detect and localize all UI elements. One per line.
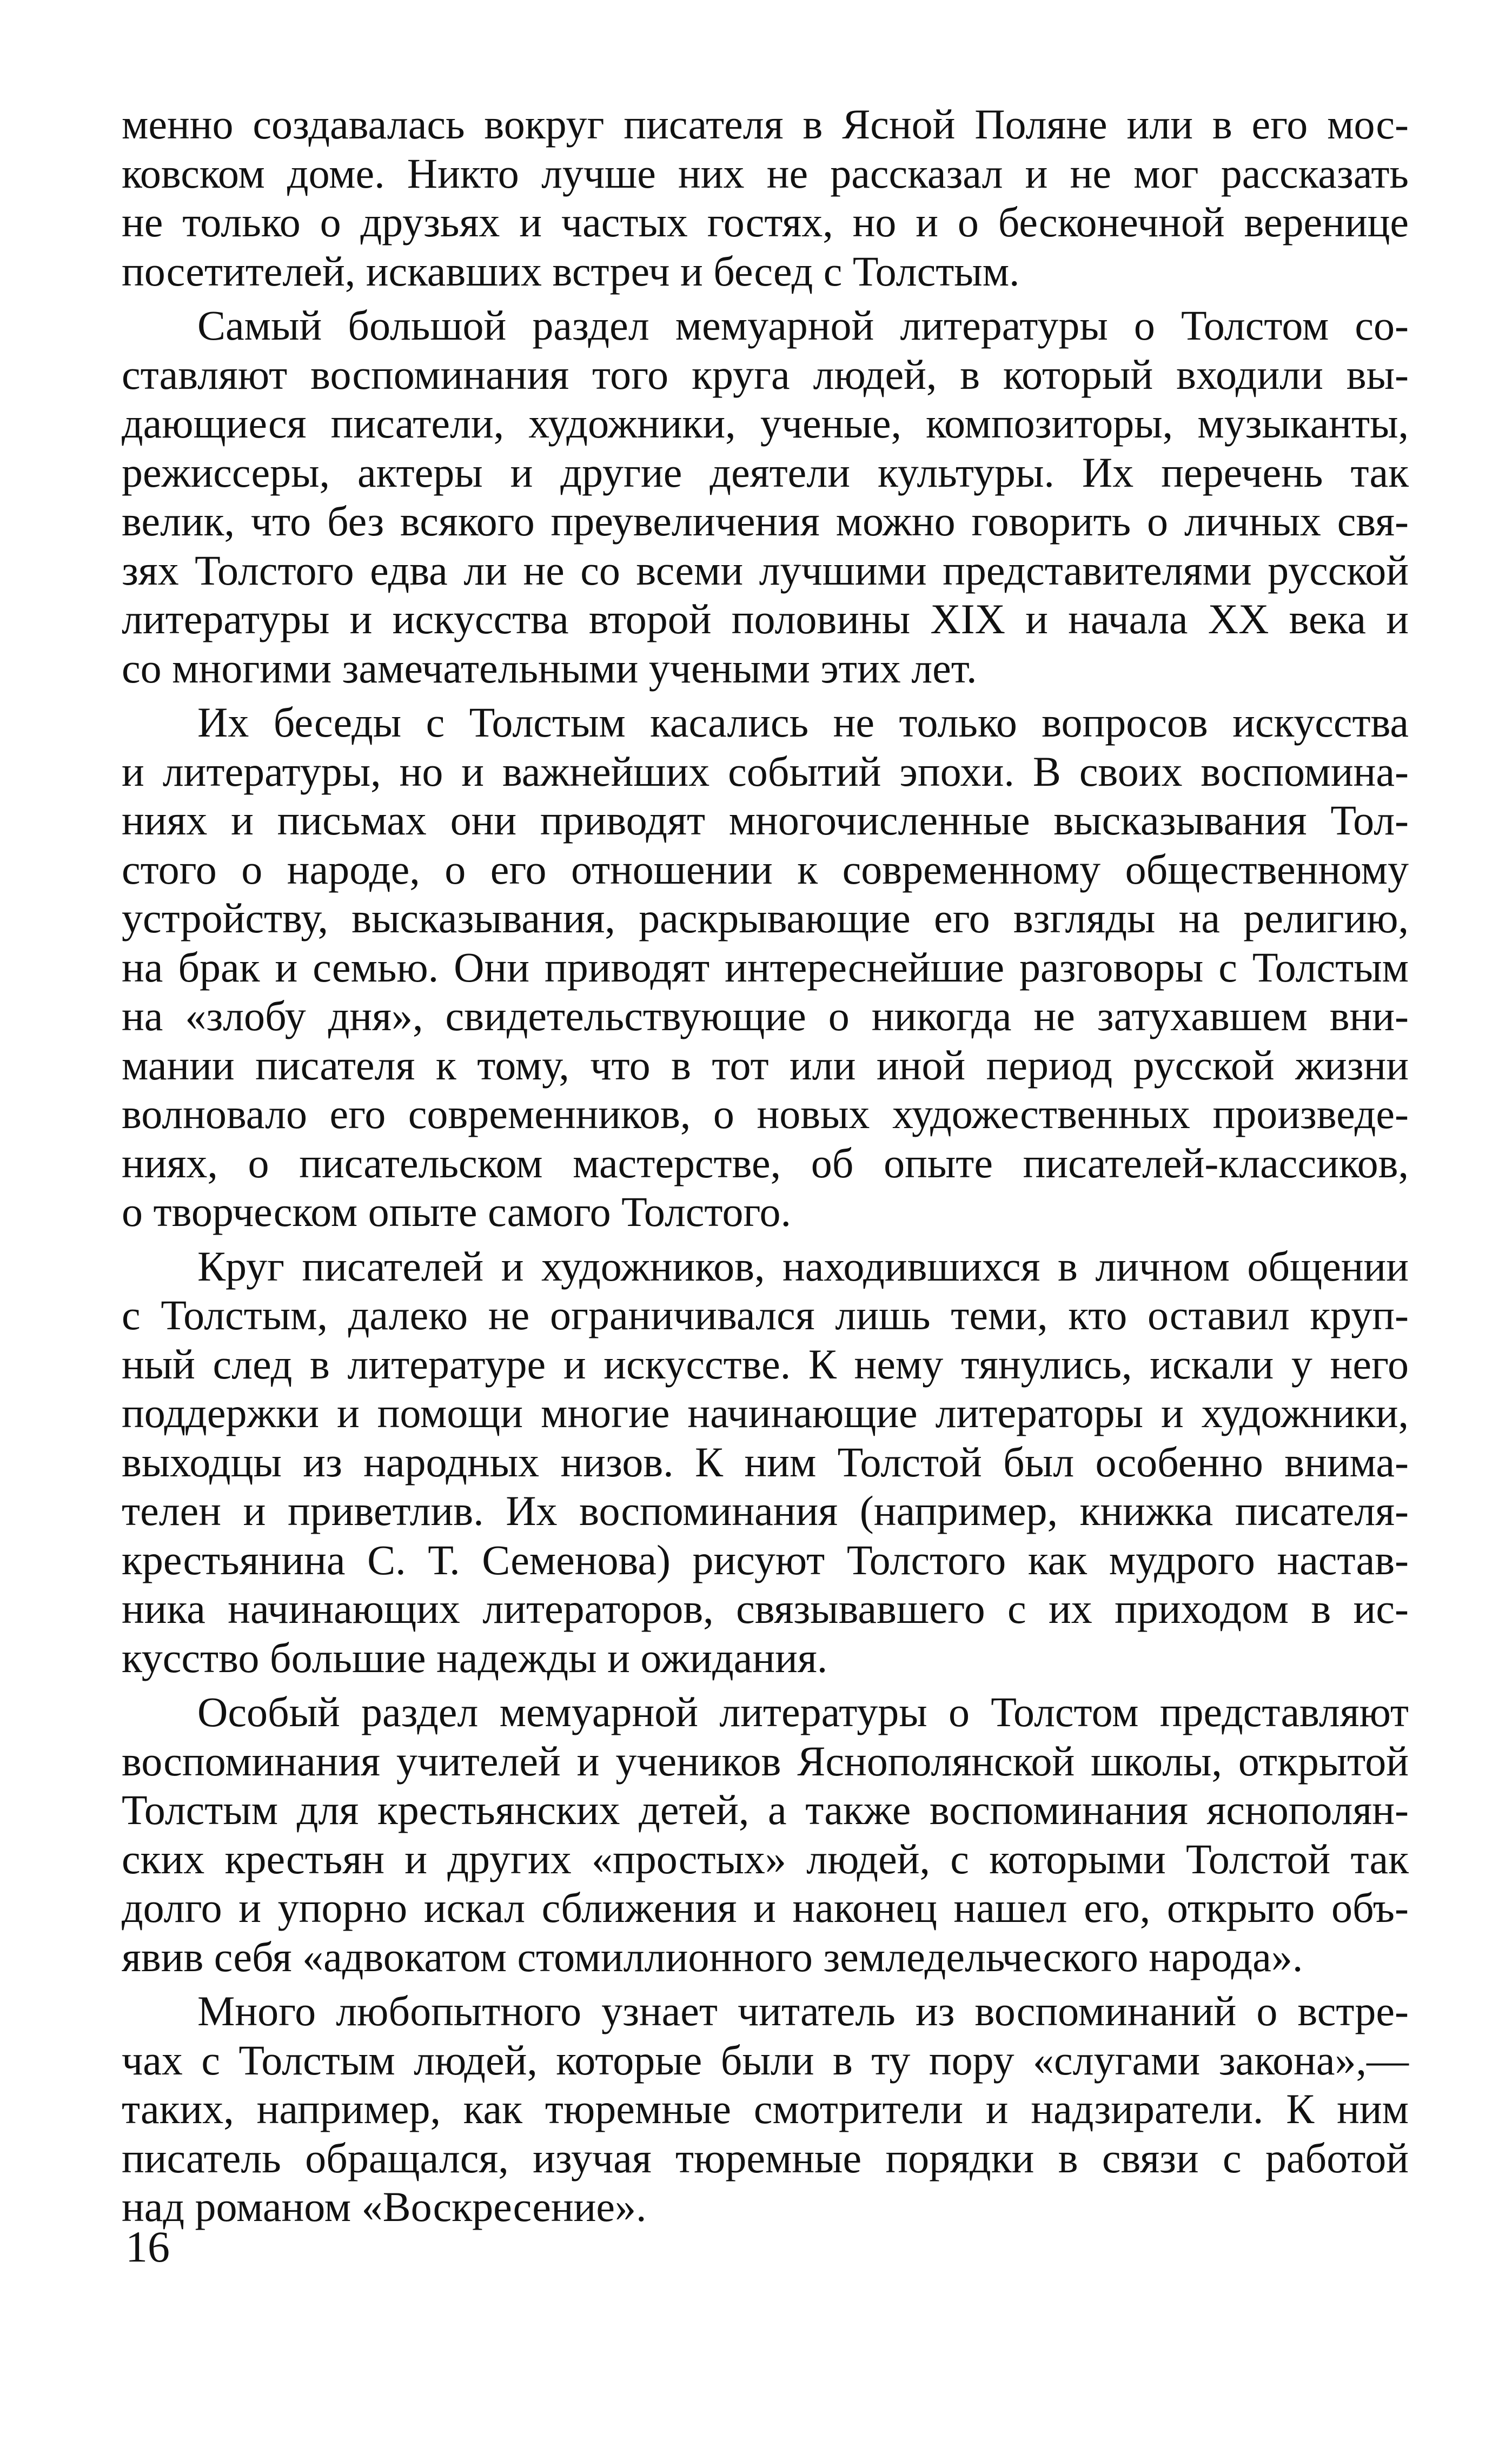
text-line: явив себя «адвокатом стомиллионного земледельческого народа». xyxy=(122,1933,1303,1980)
text-line: устройству, высказывания, раскрывающие его взгляды на религию, xyxy=(122,894,1409,942)
paragraph-5 xyxy=(122,1688,1409,1981)
page-number: 16 xyxy=(125,2222,170,2271)
text-line: ный след в литературе и искусстве. К нему тянулись, искали у него xyxy=(122,1340,1409,1388)
text-line: ставляют воспоминания того круга людей, в который входили вы- xyxy=(122,350,1409,398)
text-line: ниях, о писательском мастерстве, об опыте писателей-классиков, xyxy=(122,1139,1409,1186)
text-line: ниях и письмах они приводят многочисленные высказывания Тол- xyxy=(122,797,1409,844)
text-line: Много любопытного узнает читатель из воспоминаний о встре- xyxy=(197,1987,1409,2034)
text-line: стого о народе, о его отношении к современному общественному xyxy=(122,845,1409,893)
text-line: Самый большой раздел мемуарной литературы о Толстом со- xyxy=(197,302,1409,349)
page-body xyxy=(122,100,1409,2232)
text-line: со многими замечательными учеными этих лет. xyxy=(122,644,977,692)
text-line: мании писателя к тому, что в тот или иной период русской жизни xyxy=(122,1041,1409,1089)
text-line: зях Толстого едва ли не со всеми лучшими представителями русской xyxy=(122,546,1409,594)
text-line: Круг писателей и художников, находившихся в личном общении xyxy=(197,1242,1409,1290)
text-line: телен и приветлив. Их воспоминания (например, книжка писателя- xyxy=(122,1487,1409,1534)
paragraph-3 xyxy=(122,698,1409,1237)
text-line: литературы и искусства второй половины XIX и начала XX века и xyxy=(122,595,1409,642)
text-line: воспоминания учителей и учеников Яснополянской школы, открытой xyxy=(122,1737,1409,1785)
text-line: режиссеры, актеры и другие деятели культуры. Их перечень так xyxy=(122,448,1409,496)
text-line: чах с Толстым людей, которые были в ту пору «слугами закона»,— xyxy=(122,2036,1409,2084)
text-line: с Толстым, далеко не ограничивался лишь теми, кто оставил круп- xyxy=(122,1291,1409,1338)
text-line: Особый раздел мемуарной литературы о Толстом представляют xyxy=(197,1688,1409,1735)
paragraph-6 xyxy=(122,1987,1409,2232)
paragraph-1 xyxy=(122,100,1409,296)
text-line: поддержки и помощи многие начинающие литераторы и художники, xyxy=(122,1389,1409,1436)
text-line: велик, что без всякого преувеличения можно говорить о личных свя- xyxy=(122,498,1409,545)
text-line: над романом «Воскресение». xyxy=(122,2183,647,2230)
paragraph-2 xyxy=(122,301,1409,693)
text-line: крестьянина С. Т. Семенова) рисуют Толстого как мудрого настав- xyxy=(122,1536,1409,1583)
text-line: волновало его современников, о новых художественных произведе- xyxy=(122,1090,1409,1137)
text-line: посетителей, искавших встреч и бесед с Толстым. xyxy=(122,247,1020,295)
text-line: и литературы, но и важнейших событий эпохи. В своих воспомина- xyxy=(122,747,1409,795)
text-line: выходцы из народных низов. К ним Толстой был особенно внима- xyxy=(122,1438,1409,1486)
text-line: дающиеся писатели, художники, ученые, композиторы, музыканты, xyxy=(122,400,1409,447)
text-line: писатель обращался, изучая тюремные порядки в связи с работой xyxy=(122,2134,1409,2182)
text-line: о творческом опыте самого Толстого. xyxy=(122,1188,792,1235)
text-line: Толстым для крестьянских детей, а также воспоминания яснополян- xyxy=(122,1786,1409,1833)
text-line: таких, например, как тюремные смотрители и надзиратели. К ним xyxy=(122,2085,1409,2132)
text-line: ковском доме. Никто лучше них не рассказал и не мог рассказать xyxy=(122,149,1409,197)
text-line: долго и упорно искал сближения и наконец нашел его, открыто объ- xyxy=(122,1884,1409,1931)
text-line: Их беседы с Толстым касались не только вопросов искусства xyxy=(197,699,1409,746)
paragraph-4 xyxy=(122,1242,1409,1683)
text-line: кусство большие надежды и ожидания. xyxy=(122,1634,828,1681)
text-line: на «злобу дня», свидетельствующие о никогда не затухавшем вни- xyxy=(122,992,1409,1039)
text-line: не только о друзьях и частых гостях, но и о бесконечной веренице xyxy=(122,198,1409,246)
text-line: ника начинающих литераторов, связывавшего с их приходом в ис- xyxy=(122,1585,1409,1632)
text-line: ских крестьян и других «простых» людей, с которыми Толстой так xyxy=(122,1835,1409,1882)
text-line: на брак и семью. Они приводят интереснейшие разговоры с Толстым xyxy=(122,943,1409,991)
text-line: менно создавалась вокруг писателя в Ясной Поляне или в его мос- xyxy=(122,101,1409,148)
